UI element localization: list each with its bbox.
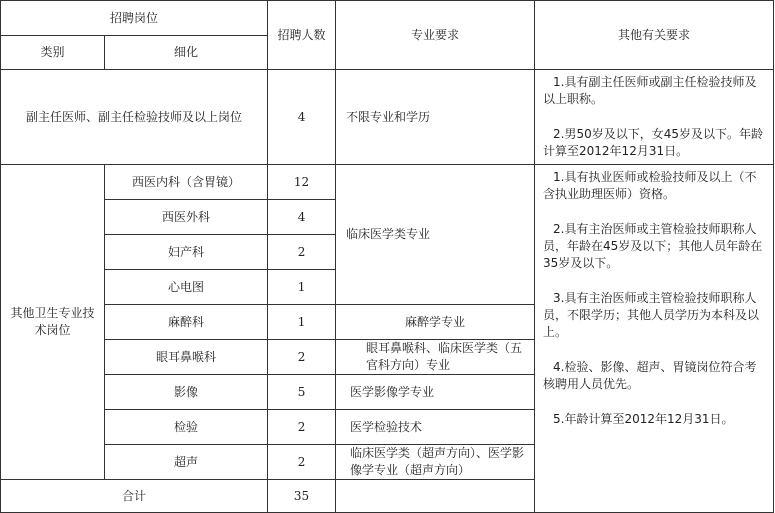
other-category: 其他卫生专业技术岗位 <box>1 165 105 480</box>
total-label: 合计 <box>1 480 268 513</box>
header-count: 招聘人数 <box>268 1 336 70</box>
detail-row-4: 心电图 <box>105 270 268 305</box>
other-requirement-2: 2.具有主治医师或主管检验技师职称人员，年龄在45岁及以下；其他人员年龄在35岁及以下。 <box>543 222 763 270</box>
major-clinical: 临床医学类专业 <box>336 165 535 305</box>
count-row-7: 5 <box>268 375 336 410</box>
detail-row-3: 妇产科 <box>105 235 268 270</box>
senior-requirements <box>535 70 774 165</box>
major-anesthesia: 麻醉学专业 <box>336 305 535 340</box>
other-requirement-4: 4.检验、影像、超声、胃镜岗位符合考核聘用人员优先。 <box>543 360 757 391</box>
header-other-requirements: 其他有关要求 <box>535 1 774 70</box>
major-lab: 医学检验技术 <box>336 410 535 445</box>
detail-row-1: 西医内科（含胃镜） <box>105 165 268 200</box>
count-row-1: 12 <box>268 165 336 200</box>
senior-requirement-1: 1.具有副主任医师或副主任检验技师及以上职称。 <box>543 75 757 106</box>
detail-row-5: 麻醉科 <box>105 305 268 340</box>
detail-row-7: 影像 <box>105 375 268 410</box>
header-post: 招聘岗位 <box>1 1 268 36</box>
count-row-9: 2 <box>268 445 336 480</box>
other-requirement-5: 5.年龄计算至2012年12月31日。 <box>553 412 734 426</box>
senior-requirement-2: 2.男50岁及以下，女45岁及以下。年龄计算至2012年12月31日。 <box>543 127 764 158</box>
major-ent: 眼耳鼻喉科、临床医学类（五官科方向）专业 <box>336 340 535 375</box>
total-major-empty <box>336 480 535 513</box>
header-category: 类别 <box>1 36 105 70</box>
total-count: 35 <box>268 480 336 513</box>
senior-major: 不限专业和学历 <box>336 70 535 165</box>
other-requirements <box>535 165 774 513</box>
count-row-2: 4 <box>268 200 336 235</box>
senior-count: 4 <box>268 70 336 165</box>
detail-row-2: 西医外科 <box>105 200 268 235</box>
other-requirement-1: 1.具有执业医师或检验技师及以上（不含执业助理医师）资格。 <box>543 170 757 201</box>
header-detail: 细化 <box>105 36 268 70</box>
count-row-5: 1 <box>268 305 336 340</box>
header-major: 专业要求 <box>336 1 535 70</box>
major-imaging: 医学影像学专业 <box>336 375 535 410</box>
count-row-4: 1 <box>268 270 336 305</box>
major-ultrasound: 临床医学类（超声方向）、医学影像学专业（超声方向） <box>336 445 535 480</box>
count-row-3: 2 <box>268 235 336 270</box>
detail-row-9: 超声 <box>105 445 268 480</box>
count-row-6: 2 <box>268 340 336 375</box>
detail-row-6: 眼耳鼻喉科 <box>105 340 268 375</box>
count-row-8: 2 <box>268 410 336 445</box>
other-requirement-3: 3.具有主治医师或主管检验技师职称人员，不限学历；其他人员学历为本科及以上。 <box>543 291 760 339</box>
senior-post-label: 副主任医师、副主任检验技师及以上岗位 <box>1 70 268 165</box>
detail-row-8: 检验 <box>105 410 268 445</box>
